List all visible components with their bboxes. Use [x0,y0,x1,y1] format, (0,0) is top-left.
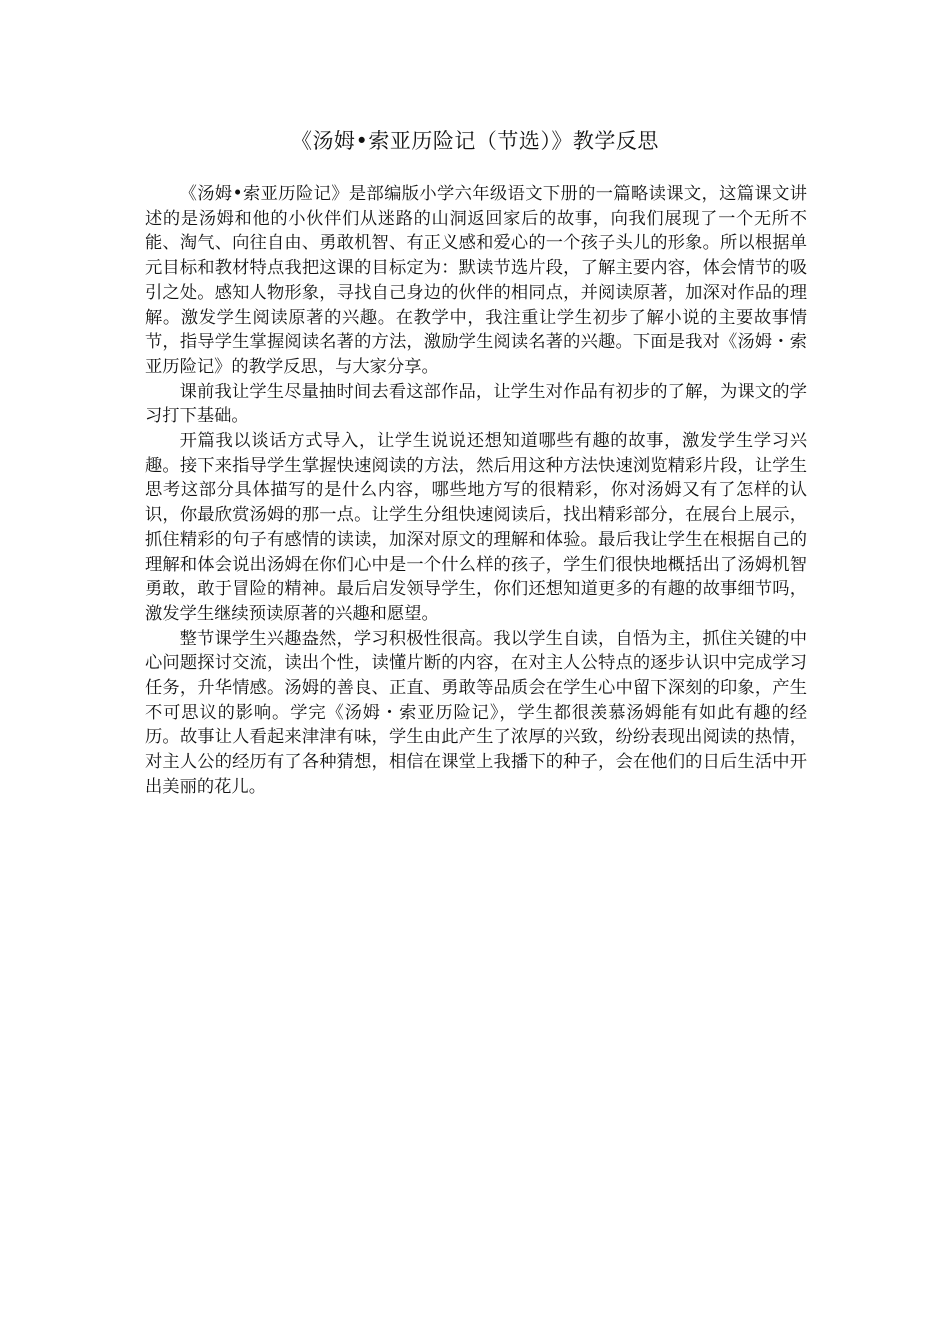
document-title: 《汤姆•索亚历险记（节选）》教学反思 [291,129,659,153]
paragraph-intro: 《汤姆•索亚历险记》是部编版小学六年级语文下册的一篇略读课文，这篇课文讲述的是汤姆和他的小伙伴们从迷路的山洞返回家后的故事，向我们展现了一个无所不能、淘气、向往自由、勇敢机智、有正义感和爱心的一个孩子头儿的形象。所以根据单元目标和教材特点我把这课的目标定为：默读节选片段，了解主要内容，体会情节的吸引之处。感知人物形象，寻找自己身边的伙伴的相同点，并阅读原著，加深对作品的理解。激发学生阅读原著的兴趣。在教学中，我注重让学生初步了解小说的主要故事情节，指导学生掌握阅读名著的方法，激励学生阅读名著的兴趣。下面是我对《汤姆・索亚历险记》的教学反思，与大家分享。 [145,184,807,377]
paragraph-summary: 整节课学生兴趣盎然，学习积极性很高。我以学生自读，自悟为主，抓住关键的中心问题探讨交流，读出个性，读懂片断的内容，在对主人公特点的逐步认识中完成学习任务，升华情感。汤姆的善良、正直、勇敢等品质会在学生心中留下深刻的印象，产生不可思议的影响。学完《汤姆・索亚历险记》，学生都很羡慕汤姆能有如此有趣的经历。故事让人看起来津津有味，学生由此产生了浓厚的兴致，纷纷表现出阅读的热情，对主人公的经历有了各种猜想，相信在课堂上我播下的种子，会在他们的日后生活中开出美丽的花儿。 [145,628,807,797]
document-body [145,182,807,800]
paragraph-lesson-process: 开篇我以谈话方式导入，让学生说说还想知道哪些有趣的故事，激发学生学习兴趣。接下来指导学生掌握快速阅读的方法，然后用这种方法快速浏览精彩片段，让学生思考这部分具体描写的是什么内容，哪些地方写的很精彩，你对汤姆又有了怎样的认识，你最欣赏汤姆的那一点。让学生分组快速阅读后，找出精彩部分，在展台上展示，抓住精彩的句子有感情的读读，加深对原文的理解和体验。最后我让学生在根据自己的理解和体会说出汤姆在你们心中是一个什么样的孩子，学生们很快地概括出了汤姆机智勇敢，敢于冒险的精神。最后启发领导学生，你们还想知道更多的有趣的故事细节吗，激发学生继续预读原著的兴趣和愿望。 [145,431,807,624]
paragraph-preparation: 课前我让学生尽量抽时间去看这部作品，让学生对作品有初步的了解，为课文的学习打下基础。 [145,381,807,427]
